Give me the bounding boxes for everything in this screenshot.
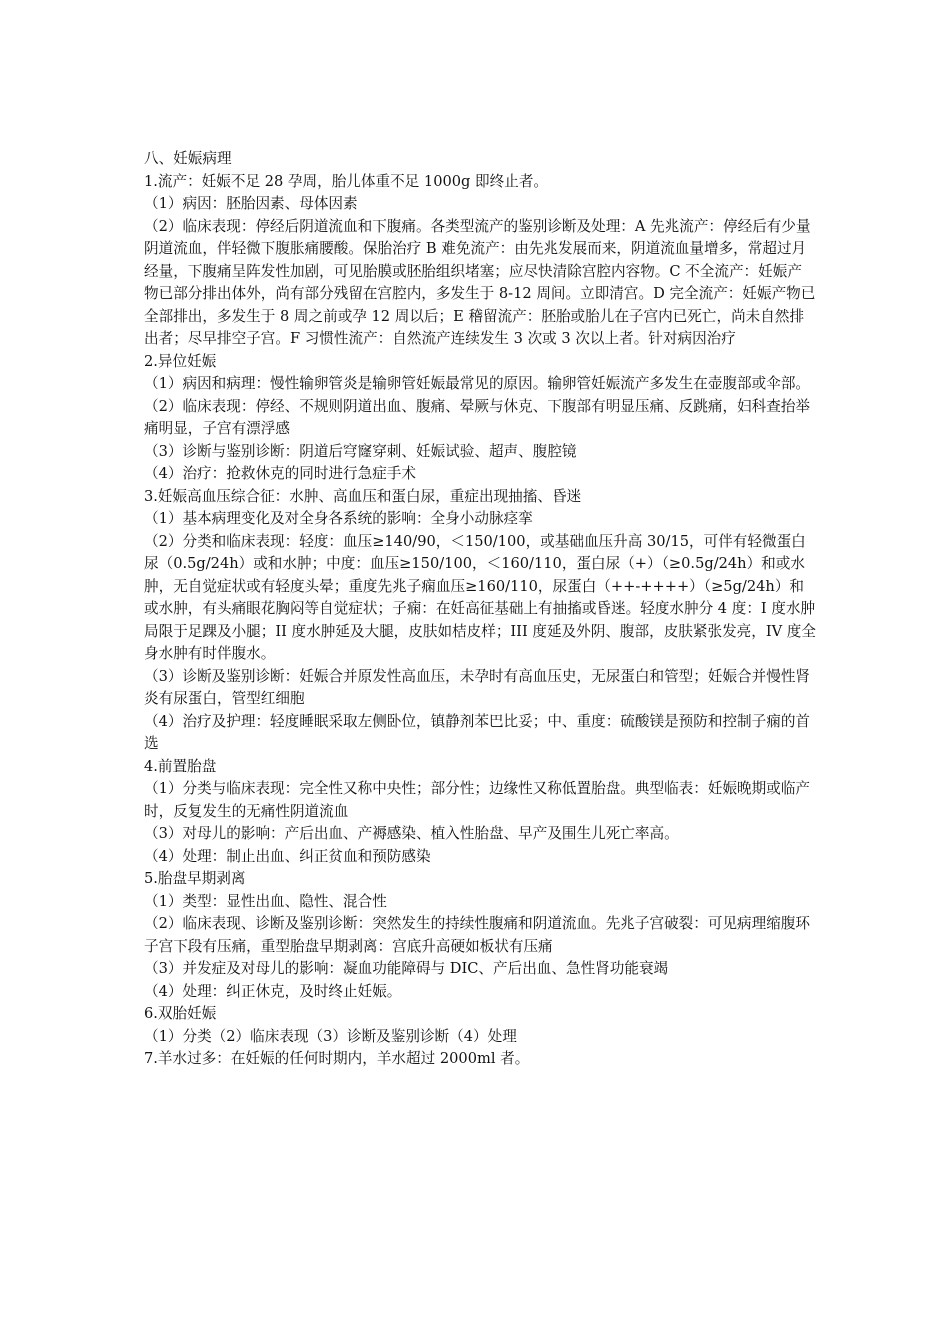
topic-heading: 1.流产：妊娠不足 28 孕周，胎儿体重不足 1000g 即终止者。 [144,172,549,190]
paragraph: （1）病因和病理：慢性输卵管炎是输卵管妊娠最常见的原因。输卵管妊娠流产多发生在壶腹部或伞部。 [144,375,811,392]
document-page [144,148,816,1071]
paragraph: （3）诊断及鉴别诊断：妊娠合并原发性高血压，未孕时有高血压史，无尿蛋白和管型；妊娠合并慢性肾炎有尿蛋白，管型红细胞 [144,667,811,707]
topic-heading: 2.异位妊娠 [144,352,217,370]
paragraph: （1）类型：显性出血、隐性、混合性 [144,892,387,910]
paragraph: （3）诊断与鉴别诊断：阴道后穹窿穿刺、妊娠试验、超声、腹腔镜 [144,442,577,460]
paragraph: （3）并发症及对母儿的影响：凝血功能障碍与 DIC、产后出血、急性肾功能衰竭 [144,960,669,977]
topic-heading: 6.双胎妊娠 [144,1005,217,1022]
paragraph: （2）临床表现：停经、不规则阴道出血、腹痛、晕厥与休克、下腹部有明显压痛、反跳痛，妇科查抬举痛明显，子宫有漂浮感 [144,397,811,437]
paragraph: （1）分类（2）临床表现（3）诊断及鉴别诊断（4）处理 [144,1027,517,1045]
paragraph: （4）处理：制止出血、纠正贫血和预防感染 [144,847,431,865]
paragraph: （3）对母儿的影响：产后出血、产褥感染、植入性胎盘、早产及围生儿死亡率高。 [144,825,679,842]
paragraph: （1）分类与临床表现：完全性又称中央性；部分性；边缘性又称低置胎盘。典型临表：妊娠晚期或临产时，反复发生的无痛性阴道流血 [144,780,811,820]
topic-heading: 7.羊水过多：在妊娠的任何时期内，羊水超过 2000ml 者。 [144,1050,530,1067]
paragraph: （4）治疗及护理：轻度睡眠采取左侧卧位，镇静剂苯巴比妥；中、重度：硫酸镁是预防和控制子痫的首选 [144,712,811,752]
topic-heading: 3.妊娠高血压综合征：水肿、高血压和蛋白尿，重症出现抽搐、昏迷 [144,487,582,505]
paragraph: （2）临床表现：停经后阴道流血和下腹痛。各类型流产的鉴别诊断及处理：A 先兆流产：停经后有少量阴道流血，伴轻微下腹胀痛腰酸。保胎治疗 B 难免流产：由先兆发展而来，阴道流血量增多，常超过月经量，下腹痛呈阵发性加剧，可见胎膜或胚胎组织堵塞；应尽快清除宫腔内容物。C 不全流产：妊娠产物已部分排出体外，尚有部分残留在宫腔内，多发生于 8-12 周间。立即清宫。D 完全流产：妊娠产物已全部排出，多发生于 8 周之前或孕 12 周以后；E 稽留流产：胚胎或胎儿在子宫内已死亡，尚未自然排出者；尽早排空子宫。F 习惯性流产：自然流产连续发生 3 次或 3 次以上者。针对病因治疗 [144,217,816,347]
paragraph: （2）临床表现、诊断及鉴别诊断：突然发生的持续性腹痛和阴道流血。先兆子宫破裂：可见病理缩腹环子宫下段有压痛，重型胎盘早期剥离：宫底升高硬如板状有压痛 [144,915,811,955]
topic-heading: 5.胎盘早期剥离 [144,870,246,887]
paragraph: （1）病因：胚胎因素、母体因素 [144,195,358,212]
topic-heading: 4.前置胎盘 [144,757,217,775]
paragraph: （4）治疗：抢救休克的同时进行急症手术 [144,465,416,482]
section-heading: 八、妊娠病理 [144,150,232,167]
paragraph: （4）处理：纠正休克，及时终止妊娠。 [144,982,402,1000]
paragraph: （2）分类和临床表现：轻度：血压≥140/90，＜150/100，或基础血压升高 30/15，可伴有轻微蛋白尿（0.5g/24h）或和水肿；中度：血压≥150/100，＜160/110，蛋白尿（+）（≥0.5g/24h）和或水肿，无自觉症状或有轻度头晕；重度先兆子痫血压≥160/110，尿蛋白（++-++++）（≥5g/24h）和或水肿，有头痛眼花胸闷等自觉症状；子痫：在妊高征基础上有抽搐或昏迷。轻度水肿分 4 度：I 度水肿局限于足踝及小腿；II 度水肿延及大腿，皮肤如桔皮样；III 度延及外阴、腹部，皮肤紧张发亮，IV 度全身水肿有时伴腹水。 [144,532,816,662]
paragraph: （1）基本病理变化及对全身各系统的影响：全身小动脉痉挛 [144,510,533,527]
